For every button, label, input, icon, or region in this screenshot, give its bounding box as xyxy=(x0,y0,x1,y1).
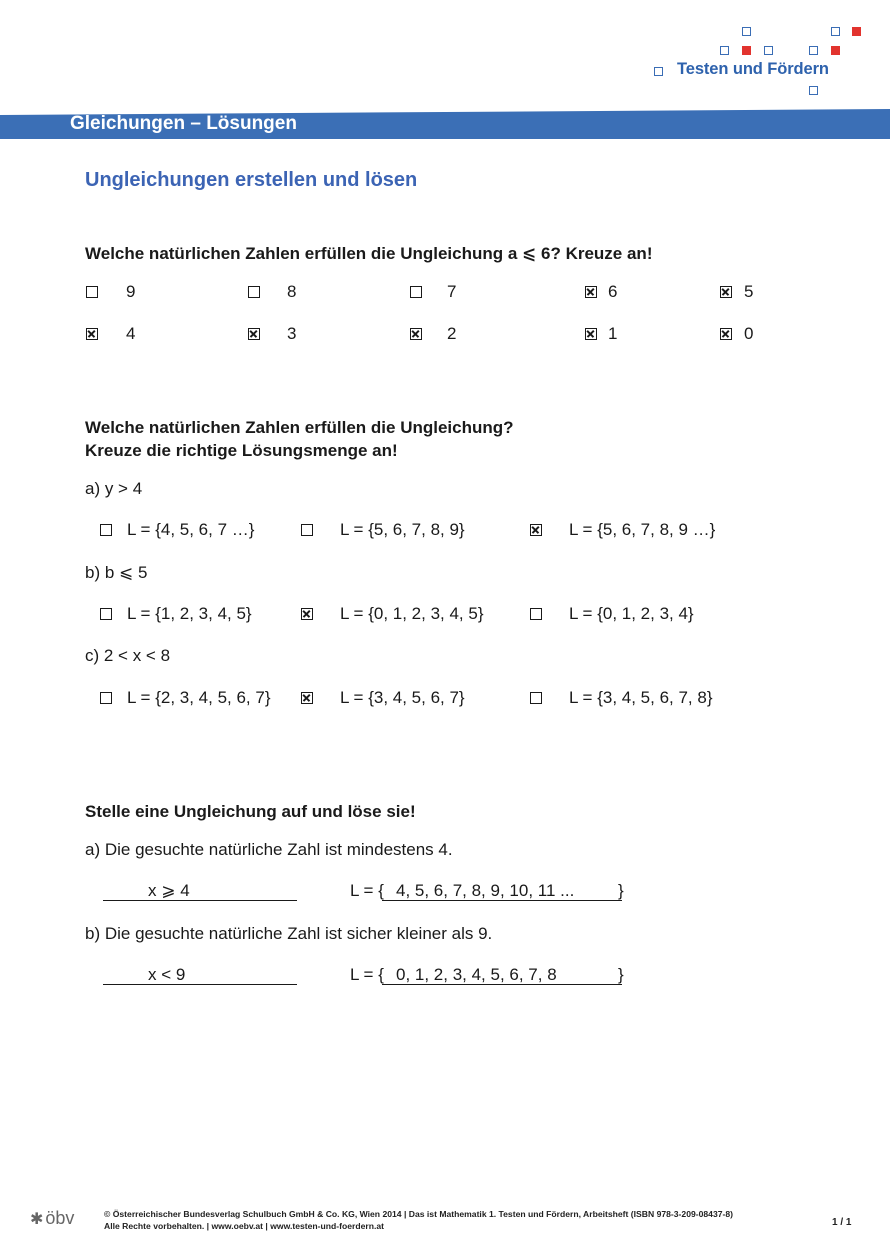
page-title: Gleichungen – Lösungen xyxy=(70,113,297,134)
footer-line2: Alle Rechte vorbehalten. | www.oebv.at | www.testen-und-foerdern.at xyxy=(104,1221,385,1231)
option-label: 5 xyxy=(744,282,754,301)
task3-b-set-suffix: } xyxy=(618,965,624,984)
footer-copyright xyxy=(104,1208,733,1232)
task3-b-text: b) Die gesuchte natürliche Zahl ist sicher kleiner als 9. xyxy=(85,924,493,943)
publisher-icon: ✱ xyxy=(30,1211,44,1228)
task3-a-text: a) Die gesuchte natürliche Zahl ist mindestens 4. xyxy=(85,840,453,859)
task3-b-answer: x < 9 xyxy=(148,965,186,984)
part-label: a) y > 4 xyxy=(85,479,143,498)
logo-square xyxy=(831,46,840,55)
logo-square xyxy=(742,27,751,36)
task1-question: Welche natürlichen Zahlen erfüllen die Ungleichung a ⩽ 6? Kreuze an! xyxy=(85,244,653,263)
footer-logo xyxy=(30,1208,74,1229)
option-checkbox[interactable] xyxy=(530,524,542,536)
option-label: L = {5, 6, 7, 8, 9 …} xyxy=(569,520,716,539)
task2-question-line1: Welche natürlichen Zahlen erfüllen die Ungleichung? xyxy=(85,418,514,437)
option-label: L = {0, 1, 2, 3, 4} xyxy=(569,604,694,623)
logo-square xyxy=(764,46,773,55)
logo-square xyxy=(809,46,818,55)
option-checkbox[interactable] xyxy=(86,286,98,298)
option-checkbox[interactable] xyxy=(410,286,422,298)
section-title: Ungleichungen erstellen und lösen xyxy=(85,169,418,191)
logo-square xyxy=(831,27,840,36)
option-checkbox[interactable] xyxy=(248,286,260,298)
option-label: L = {4, 5, 6, 7 …} xyxy=(127,520,255,539)
task3-a-answer: x ⩾ 4 xyxy=(148,881,190,900)
option-label: L = {5, 6, 7, 8, 9} xyxy=(340,520,465,539)
option-label: 8 xyxy=(287,282,297,301)
option-label: L = {3, 4, 5, 6, 7} xyxy=(340,688,465,707)
task3-a-set-suffix: } xyxy=(618,881,624,900)
option-label: L = {2, 3, 4, 5, 6, 7} xyxy=(127,688,271,707)
logo-square xyxy=(720,46,729,55)
page-number: 1 / 1 xyxy=(832,1217,852,1228)
logo-square xyxy=(852,27,861,36)
option-label: 6 xyxy=(608,282,618,301)
option-label: 4 xyxy=(126,324,136,343)
task3-b-set-prefix: L = { xyxy=(350,965,384,984)
task2-question-line2: Kreuze die richtige Lösungsmenge an! xyxy=(85,441,398,460)
option-label: L = {1, 2, 3, 4, 5} xyxy=(127,604,252,623)
option-checkbox[interactable] xyxy=(301,608,313,620)
option-checkbox[interactable] xyxy=(720,328,732,340)
logo-square xyxy=(742,46,751,55)
option-label: 0 xyxy=(744,324,754,343)
task3-a-set-prefix: L = { xyxy=(350,881,384,900)
option-label: 3 xyxy=(287,324,297,343)
option-checkbox[interactable] xyxy=(720,286,732,298)
option-checkbox[interactable] xyxy=(410,328,422,340)
option-checkbox[interactable] xyxy=(248,328,260,340)
option-label: L = {3, 4, 5, 6, 7, 8} xyxy=(569,688,713,707)
logo-square xyxy=(654,67,663,76)
task3-a-set-values: 4, 5, 6, 7, 8, 9, 10, 11 ... xyxy=(396,881,575,900)
footer-line1: © Österreichischer Bundesverlag Schulbuch GmbH & Co. KG, Wien 2014 | Das ist Mathematik 1. Testen und Fördern, Arbeitsheft (ISBN 978-3-209-08437-8) xyxy=(104,1209,734,1219)
option-checkbox[interactable] xyxy=(301,692,313,704)
option-checkbox[interactable] xyxy=(585,328,597,340)
option-checkbox[interactable] xyxy=(86,328,98,340)
footer-logo-text: öbv xyxy=(45,1208,75,1228)
option-checkbox[interactable] xyxy=(100,608,112,620)
option-checkbox[interactable] xyxy=(301,524,313,536)
option-label: 2 xyxy=(447,324,457,343)
task3-question: Stelle eine Ungleichung auf und löse sie! xyxy=(85,802,416,821)
part-label: c) 2 < x < 8 xyxy=(85,646,171,665)
option-checkbox[interactable] xyxy=(530,692,542,704)
task3-b-set-values: 0, 1, 2, 3, 4, 5, 6, 7, 8 xyxy=(396,965,557,984)
answer-line xyxy=(103,984,297,985)
part-label: b) b ⩽ 5 xyxy=(85,563,148,582)
option-label: 9 xyxy=(126,282,136,301)
answer-line xyxy=(103,900,297,901)
option-checkbox[interactable] xyxy=(100,524,112,536)
option-label: 7 xyxy=(447,282,457,301)
option-checkbox[interactable] xyxy=(530,608,542,620)
option-checkbox[interactable] xyxy=(100,692,112,704)
option-label: L = {0, 1, 2, 3, 4, 5} xyxy=(340,604,484,623)
option-checkbox[interactable] xyxy=(585,286,597,298)
logo-square xyxy=(809,86,818,95)
logo-text: Testen und Fördern xyxy=(677,60,829,78)
option-label: 1 xyxy=(608,324,618,343)
